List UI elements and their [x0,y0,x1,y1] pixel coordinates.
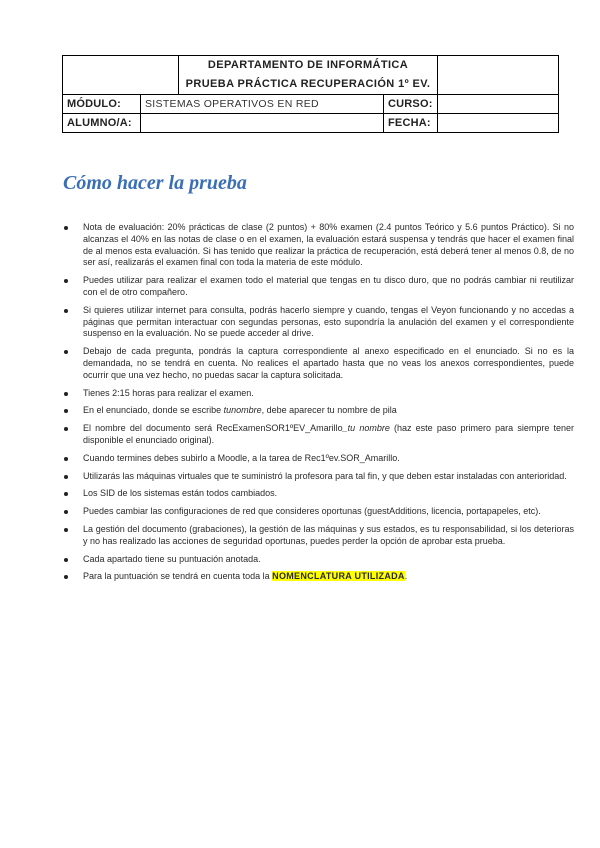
curso-label: CURSO: [384,95,438,114]
bullet-text: Cuando termines debes subirlo a Moodle, a la tarea de Rec1ºev.SOR_Amarillo. [83,452,400,463]
bullet-icon [64,575,68,579]
bullet-text-post: (haz este paso primero para siempre tener disponible el enunciado original). [83,423,575,445]
bullet-icon [64,492,68,496]
bullet-text: Tienes 2:15 horas para realizar el examen. [83,387,254,398]
list-item [64,222,574,269]
list-item [64,506,574,518]
bullet-icon [64,279,68,283]
list-item [64,471,574,483]
bullet-text-emphasis: _tu nombre [342,423,390,434]
bullet-icon [64,528,68,532]
bullet-text: Nota de evaluación: 20% prácticas de clase (2 puntos) + 80% examen (2.4 puntos Teórico y 5.6 puntos Práctico). Si no alcanzas el 40% en las notas de clase o en el examen, la evaluación estará suspensa y tendrás que hacer el examen final de al menos esta evaluación. Si has tenido que realizar la práctica de recuperación, está deberá tener al menos 0.8, de no ser así, realizarás el examen final con toda la materia de este módulo. [83,222,574,268]
bullet-text: Puedes cambiar las configuraciones de red que consideres oportunas (guestAdditions, licencia, portapapeles, etc). [83,506,541,517]
bullet-text: Los SID de los sistemas están todos cambiados. [83,488,278,499]
bullet-text: Debajo de cada pregunta, pondrás la captura correspondiente al anexo especificado en el enunciado. Si no es la demandada, no se tendrá en cuenta. No realices el apartado hasta que no veas los anexos correspondientes, puede ocurrir que una vez hecho, no puedas sacar la captura solicitada. [83,346,574,380]
bullet-text-emphasis: tunombre [223,405,262,416]
department-cell [179,56,438,95]
alumno-label: ALUMNO/A: [63,114,141,133]
list-item [64,346,574,381]
modulo-value: SISTEMAS OPERATIVOS EN RED [141,95,384,114]
bullet-icon [64,409,68,413]
bullet-icon [64,350,68,354]
exam-header-table [62,55,559,133]
bullet-icon [64,510,68,514]
instructions-list [64,222,574,589]
list-item [64,554,574,566]
exam-title: PRUEBA PRÁCTICA RECUPERACIÓN 1º EV. [185,78,431,90]
list-item [64,488,574,500]
fecha-value [438,114,559,133]
bullet-text: Utilizarás las máquinas virtuales que te suministró la profesora para tal fin, y que deben estar instaladas con anterioridad. [83,470,567,481]
section-title: Cómo hacer la prueba [63,172,247,194]
bullet-text: Cada apartado tiene su puntuación anotada. [83,553,261,564]
list-item [64,423,574,447]
list-item [64,305,574,340]
bullet-text: Puedes utilizar para realizar el examen todo el material que tengas en tu disco duro, que no podrás cambiar ni reutilizar con el de otro compañero. [83,275,574,297]
bullet-text-pre: Para la puntuación se tendrá en cuenta toda la [83,571,273,582]
bullet-text-post: . [404,571,408,582]
list-item [64,453,574,465]
department-name: DEPARTAMENTO DE INFORMÁTICA [207,59,409,71]
curso-value [438,95,559,114]
bullet-icon [64,558,68,562]
blank-cell [438,56,559,95]
list-item [64,405,574,417]
alumno-value [141,114,384,133]
highlighted-text: NOMENCLATURA UTILIZADA [272,571,405,582]
fecha-label: FECHA: [384,114,438,133]
bullet-icon [64,392,68,396]
bullet-text: La gestión del documento (grabaciones), la gestión de las máquinas y sus estados, es tu responsabilidad, si los deterioras y no has realizado las acciones de seguridad oportunas, puedes perder la opción de aprobar esta prueba. [83,523,574,546]
list-item [64,275,574,299]
logo-cell [63,56,179,95]
list-item [64,388,574,400]
list-item [64,571,574,583]
bullet-icon [64,457,68,461]
bullet-icon [64,226,68,230]
bullet-text: Si quieres utilizar internet para consulta, podrás hacerlo siempre y cuando, tengas el Veyon funcionando y no accedas a páginas que permitan interactuar con segundas personas, esto supondría la anulación del examen y el correspondiente suspenso en la evaluación. No se puede acceder al drive. [83,304,574,339]
bullet-text-post: , debe aparecer tu nombre de pila [261,405,397,416]
bullet-text-pre: En el enunciado, donde se escribe [83,405,224,416]
bullet-text-pre: El nombre del documento será RecExamenSOR1ºEV_Amarillo [83,423,343,434]
bullet-icon [64,475,68,479]
list-item [64,524,574,548]
modulo-label: MÓDULO: [63,95,141,114]
bullet-icon [64,427,68,431]
bullet-icon [64,309,68,313]
